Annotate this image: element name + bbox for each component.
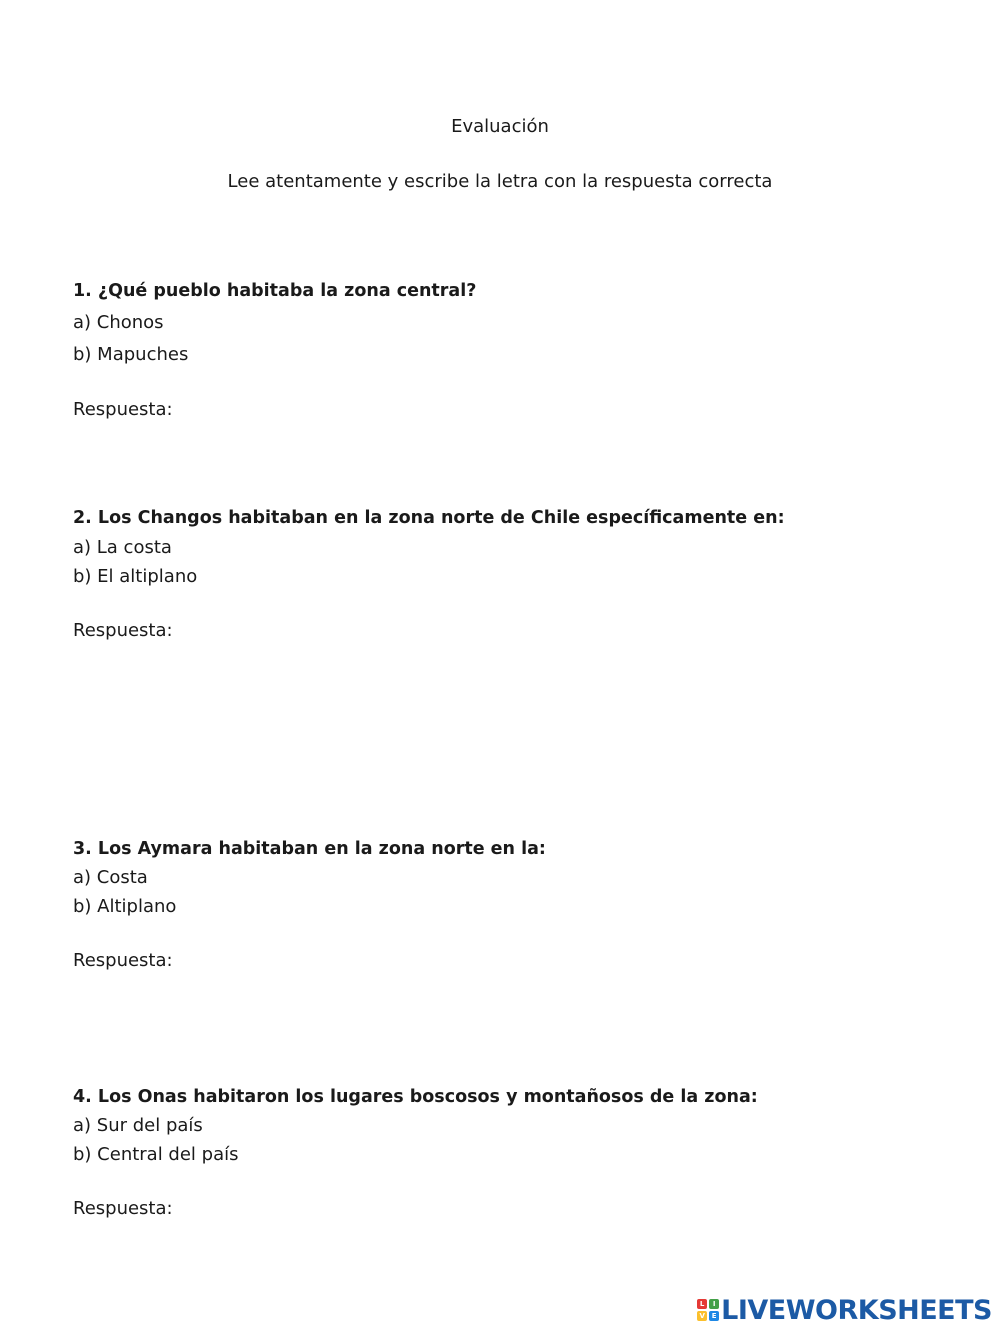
- logo-tile-i: I: [709, 1299, 719, 1309]
- question-2-option-b: b) El altiplano: [73, 566, 198, 587]
- logo-tile-e: E: [709, 1311, 719, 1321]
- question-2-answer-input[interactable]: [180, 617, 388, 645]
- page-title: Evaluación: [451, 116, 549, 137]
- instructions-text: Lee atentamente y escribe la letra con la respuesta correcta: [227, 171, 773, 192]
- question-3-text: 3. Los Aymara habitaban en la zona norte en la:: [73, 839, 546, 859]
- question-4-answer-input[interactable]: [180, 1195, 388, 1223]
- question-3-answer-label: Respuesta:: [73, 950, 173, 971]
- question-2-option-a: a) La costa: [73, 537, 172, 558]
- question-4-answer-label: Respuesta:: [73, 1198, 173, 1219]
- question-1-answer-label: Respuesta:: [73, 399, 173, 420]
- question-1-answer-input[interactable]: [180, 396, 388, 424]
- question-2-answer-label: Respuesta:: [73, 620, 173, 641]
- question-3-answer-input[interactable]: [180, 947, 388, 975]
- logo-tile-v: V: [697, 1311, 707, 1321]
- question-4-option-b: b) Central del país: [73, 1144, 239, 1165]
- question-1-text: 1. ¿Qué pueblo habitaba la zona central?: [73, 281, 477, 301]
- liveworksheets-brand[interactable]: [697, 1294, 992, 1326]
- question-3-option-b: b) Altiplano: [73, 896, 177, 917]
- question-2-text: 2. Los Changos habitaban en la zona norte de Chile específicamente en:: [73, 508, 785, 528]
- question-4-option-a: a) Sur del país: [73, 1115, 203, 1136]
- brand-name: LIVEWORKSHEETS: [721, 1294, 992, 1326]
- liveworksheets-logo-icon: [697, 1299, 719, 1321]
- question-4-text: 4. Los Onas habitaron los lugares boscosos y montañosos de la zona:: [73, 1087, 758, 1107]
- question-1-option-b: b) Mapuches: [73, 344, 189, 365]
- logo-tile-l: L: [697, 1299, 707, 1309]
- question-1-option-a: a) Chonos: [73, 312, 164, 333]
- question-3-option-a: a) Costa: [73, 867, 148, 888]
